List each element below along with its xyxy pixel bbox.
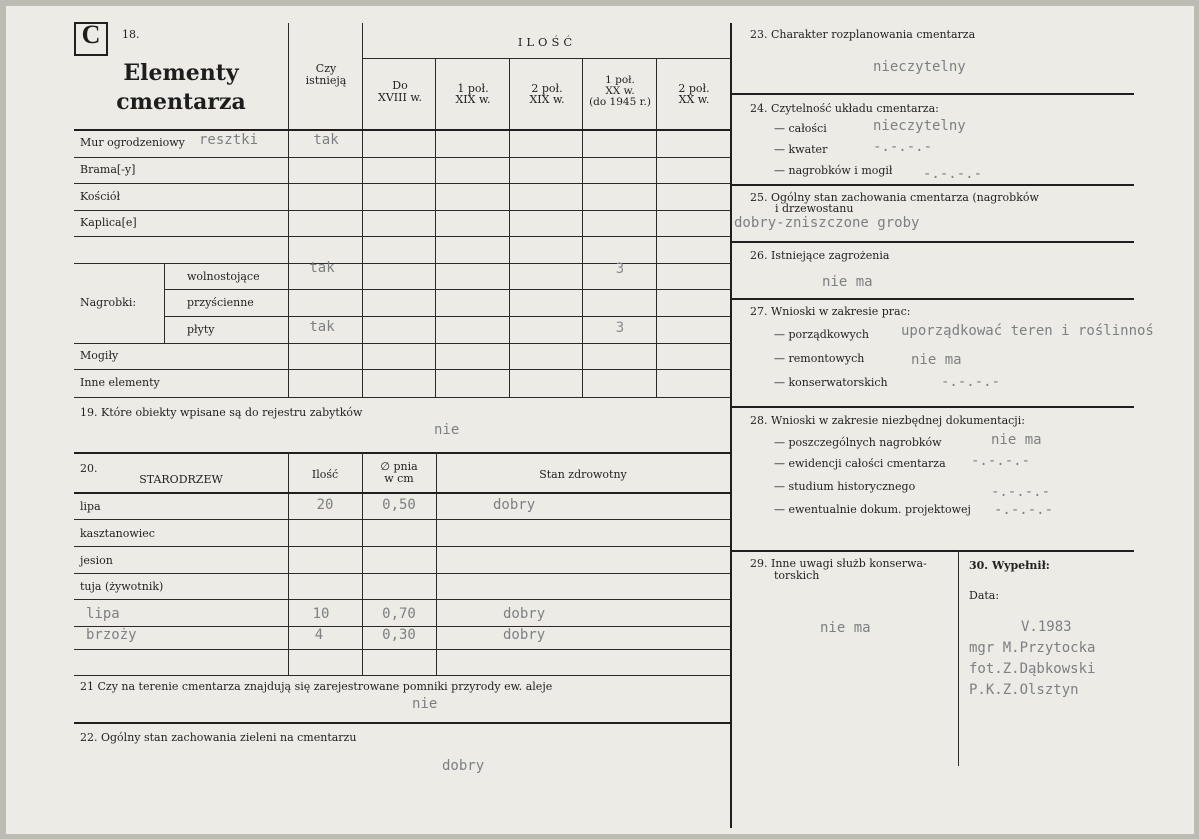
section-20-number: 20. — [80, 462, 98, 475]
section-29-label-line1: 29. Inne uwagi służb konserwa- — [750, 557, 927, 570]
col-exists-line2: istnieją — [305, 74, 347, 87]
col-exists-line1: Czy — [315, 62, 337, 75]
section-28-item-label: — poszczególnych nagrobków — [774, 436, 942, 449]
period-5-line2: XX w. — [678, 93, 710, 106]
graves-label: Nagrobki: — [80, 296, 137, 309]
section-24-label: 24. Czytelność układu cmentarza: — [750, 102, 939, 115]
row-free-exists: tak — [309, 260, 335, 276]
section-27-item-label: — konserwatorskich — [774, 376, 888, 389]
row-burials-label: Mogiły — [80, 349, 119, 362]
section-28-label: 28. Wnioski w zakresie niezbędnej dokumentacji: — [750, 414, 1025, 427]
grid-line — [730, 93, 1134, 95]
period-2-line2: XIX w. — [455, 93, 491, 106]
grid-line — [74, 519, 730, 520]
row-wall-graves-label: przyścienne — [187, 296, 254, 309]
section-26-label: 26. Istniejące zagrożenia — [750, 249, 890, 262]
section-22-answer: dobry — [442, 758, 485, 774]
grid-line — [730, 550, 1134, 552]
period-3-line2: XIX w. — [529, 93, 565, 106]
section-20-col-diam — [362, 461, 436, 485]
section-30-date-label: Data: — [969, 589, 1000, 602]
grid-line — [74, 236, 730, 237]
section-27-item-answer: uporządkować teren i roślinnoś — [901, 323, 1154, 339]
section-27-label: 27. Wnioski w zakresie prac: — [750, 305, 911, 318]
section-18-title-line1: Elementy — [123, 60, 239, 86]
row-gate-label: Brama[-y] — [80, 163, 136, 176]
section-28-item-label: — studium historycznego — [774, 480, 916, 493]
section-29-label-line2: torskich — [774, 569, 820, 582]
section-25-label — [750, 192, 1039, 214]
period-4-line2: XX w. — [605, 85, 635, 97]
period-3-line1: 2 poł. — [531, 82, 563, 95]
tree-row-diam: 0,30 — [382, 627, 416, 643]
section-22-label: 22. Ogólny stan zachowania zieleni na cmentarzu — [80, 731, 357, 744]
section-25-label-line2: i drzewostanu — [775, 202, 854, 215]
tree-row-health: dobry — [493, 497, 536, 513]
section-18-title — [78, 59, 284, 117]
tree-row-species: kasztanowiec — [80, 527, 155, 540]
grid-line — [74, 599, 730, 600]
tree-row-qty: 4 — [314, 627, 324, 643]
grid-line — [362, 58, 730, 59]
section-23-answer: nieczytelny — [873, 59, 966, 75]
section-24-item-answer: -.-.-.- — [923, 166, 983, 182]
row-chapel-label: Kaplica[e] — [80, 216, 137, 229]
grid-line — [74, 210, 730, 211]
tree-row-diam: 0,50 — [382, 497, 416, 513]
section-25-label-line1: 25. Ogólny stan zachowania cmentarza (nagrobków — [750, 191, 1039, 204]
section-30-photographer: fot.Z.Dąbkowski — [969, 661, 1096, 677]
grid-line — [656, 58, 657, 397]
grid-line — [74, 129, 730, 131]
section-30-author: mgr M.Przytocka — [969, 640, 1096, 656]
row-free-qty: 3 — [615, 261, 625, 277]
section-20-col-health: Stan zdrowotny — [539, 468, 627, 481]
card-letter: C — [81, 20, 101, 49]
section-28-item-answer: -.-.-.- — [994, 502, 1054, 518]
section-28-item-answer: -.-.-.- — [971, 453, 1031, 469]
tree-row-species: lipa — [86, 606, 120, 622]
row-wall-label: Mur ogrodzeniowy — [80, 136, 185, 149]
period-1-line2: XVIII w. — [378, 91, 422, 104]
grid-line — [509, 58, 510, 397]
period-4-line1: 1 poł. — [605, 74, 635, 86]
grid-line — [164, 263, 165, 343]
period-header-3 — [511, 83, 583, 105]
grid-line — [74, 183, 730, 184]
grid-line — [164, 316, 730, 317]
section-24-item-answer: nieczytelny — [873, 118, 966, 134]
period-header-4 — [584, 75, 656, 108]
grid-line — [74, 452, 730, 454]
section-21-label: 21 Czy na terenie cmentarza znajdują się zarejestrowane pomniki przyrody ew. aleje — [80, 680, 553, 693]
section-19-answer: nie — [434, 422, 460, 438]
row-church-label: Kościół — [80, 190, 121, 203]
period-4-line3: (do 1945 r.) — [589, 96, 651, 108]
section-28-item-answer: -.-.-.- — [991, 484, 1051, 500]
section-21-answer: nie — [412, 696, 438, 712]
grid-line — [436, 452, 437, 675]
grid-line — [74, 649, 730, 650]
tree-row-species: jesion — [80, 554, 113, 567]
tree-row-diam: 0,70 — [382, 606, 416, 622]
section-28-item-label: — ewidencji całości cmentarza — [774, 457, 946, 470]
row-wall-exists: tak — [313, 132, 339, 148]
grid-line — [582, 58, 583, 397]
tree-row-health: dobry — [503, 627, 546, 643]
quantity-header: ILOŚĆ — [517, 35, 577, 49]
section-27-item-answer: -.-.-.- — [941, 374, 1001, 390]
period-header-5 — [658, 83, 730, 105]
section-23-label: 23. Charakter rozplanowania cmentarza — [750, 28, 976, 41]
section-27-item-label: — remontowych — [774, 352, 865, 365]
row-slabs-label: płyty — [187, 323, 215, 336]
row-slabs-exists: tak — [309, 319, 335, 335]
section-20-col-qty: Ilość — [311, 468, 339, 481]
section-25-answer: dobry-zniszczone groby — [734, 215, 920, 231]
section-30-office: P.K.Z.Olsztyn — [969, 682, 1079, 698]
section-29-answer: nie ma — [820, 620, 871, 636]
section-24-item-answer: -.-.-.- — [873, 139, 933, 155]
grid-line — [74, 369, 730, 370]
section-28-item-label: — ewentualnie dokum. projektowej — [774, 503, 971, 516]
section-24-item-label: — nagrobków i mogił — [774, 164, 893, 177]
grid-line — [730, 406, 1134, 408]
grid-line — [730, 23, 732, 828]
section-26-answer: nie ma — [822, 274, 873, 290]
grid-line — [164, 289, 730, 290]
row-other-label: Inne elementy — [80, 376, 160, 389]
section-28-item-answer: nie ma — [991, 432, 1042, 448]
grid-line — [74, 546, 730, 547]
section-20-title: STARODRZEW — [139, 473, 223, 486]
col-diam-line1: ∅ pnia — [380, 460, 418, 473]
tree-row-species: brzoży — [86, 627, 137, 643]
grid-line — [958, 550, 959, 766]
row-wall-note: resztki — [199, 132, 259, 148]
section-24-item-label: — kwater — [774, 143, 828, 156]
section-27-item-answer: nie ma — [911, 352, 962, 368]
grid-line — [74, 722, 730, 724]
grid-line — [74, 397, 730, 398]
period-2-line1: 1 poł. — [457, 82, 489, 95]
period-1-line1: Do — [392, 79, 408, 92]
tree-row-species: tuja (żywotnik) — [80, 580, 164, 593]
period-header-2 — [437, 83, 509, 105]
grid-line — [74, 492, 730, 494]
section-18-number: 18. — [122, 28, 140, 41]
tree-row-health: dobry — [503, 606, 546, 622]
tree-row-qty: 10 — [312, 606, 330, 622]
grid-line — [435, 58, 436, 397]
section-30-label: 30. Wypełnił: — [969, 559, 1050, 572]
grid-line — [730, 241, 1134, 243]
inventory-card — [6, 6, 1194, 834]
row-free-label: wolnostojące — [187, 270, 260, 283]
grid-line — [74, 157, 730, 158]
grid-line — [730, 184, 1134, 186]
section-27-item-label: — porządkowych — [774, 328, 869, 341]
section-30-date: V.1983 — [1021, 619, 1072, 635]
section-24-item-label: — całości — [774, 122, 827, 135]
grid-line — [74, 573, 730, 574]
col-exists-header — [290, 63, 362, 87]
section-29-label — [750, 558, 927, 582]
col-diam-line2: w cm — [384, 472, 414, 485]
grid-line — [74, 343, 730, 344]
row-slabs-qty: 3 — [615, 320, 625, 336]
section-18-title-line2: cmentarza — [116, 89, 246, 115]
grid-line — [730, 298, 1134, 300]
grid-line — [74, 675, 730, 676]
section-19-label: 19. Które obiekty wpisane są do rejestru zabytków — [80, 406, 363, 419]
period-5-line1: 2 poł. — [678, 82, 710, 95]
tree-row-qty: 20 — [316, 497, 334, 513]
tree-row-species: lipa — [80, 500, 101, 513]
period-header-1 — [364, 80, 436, 104]
